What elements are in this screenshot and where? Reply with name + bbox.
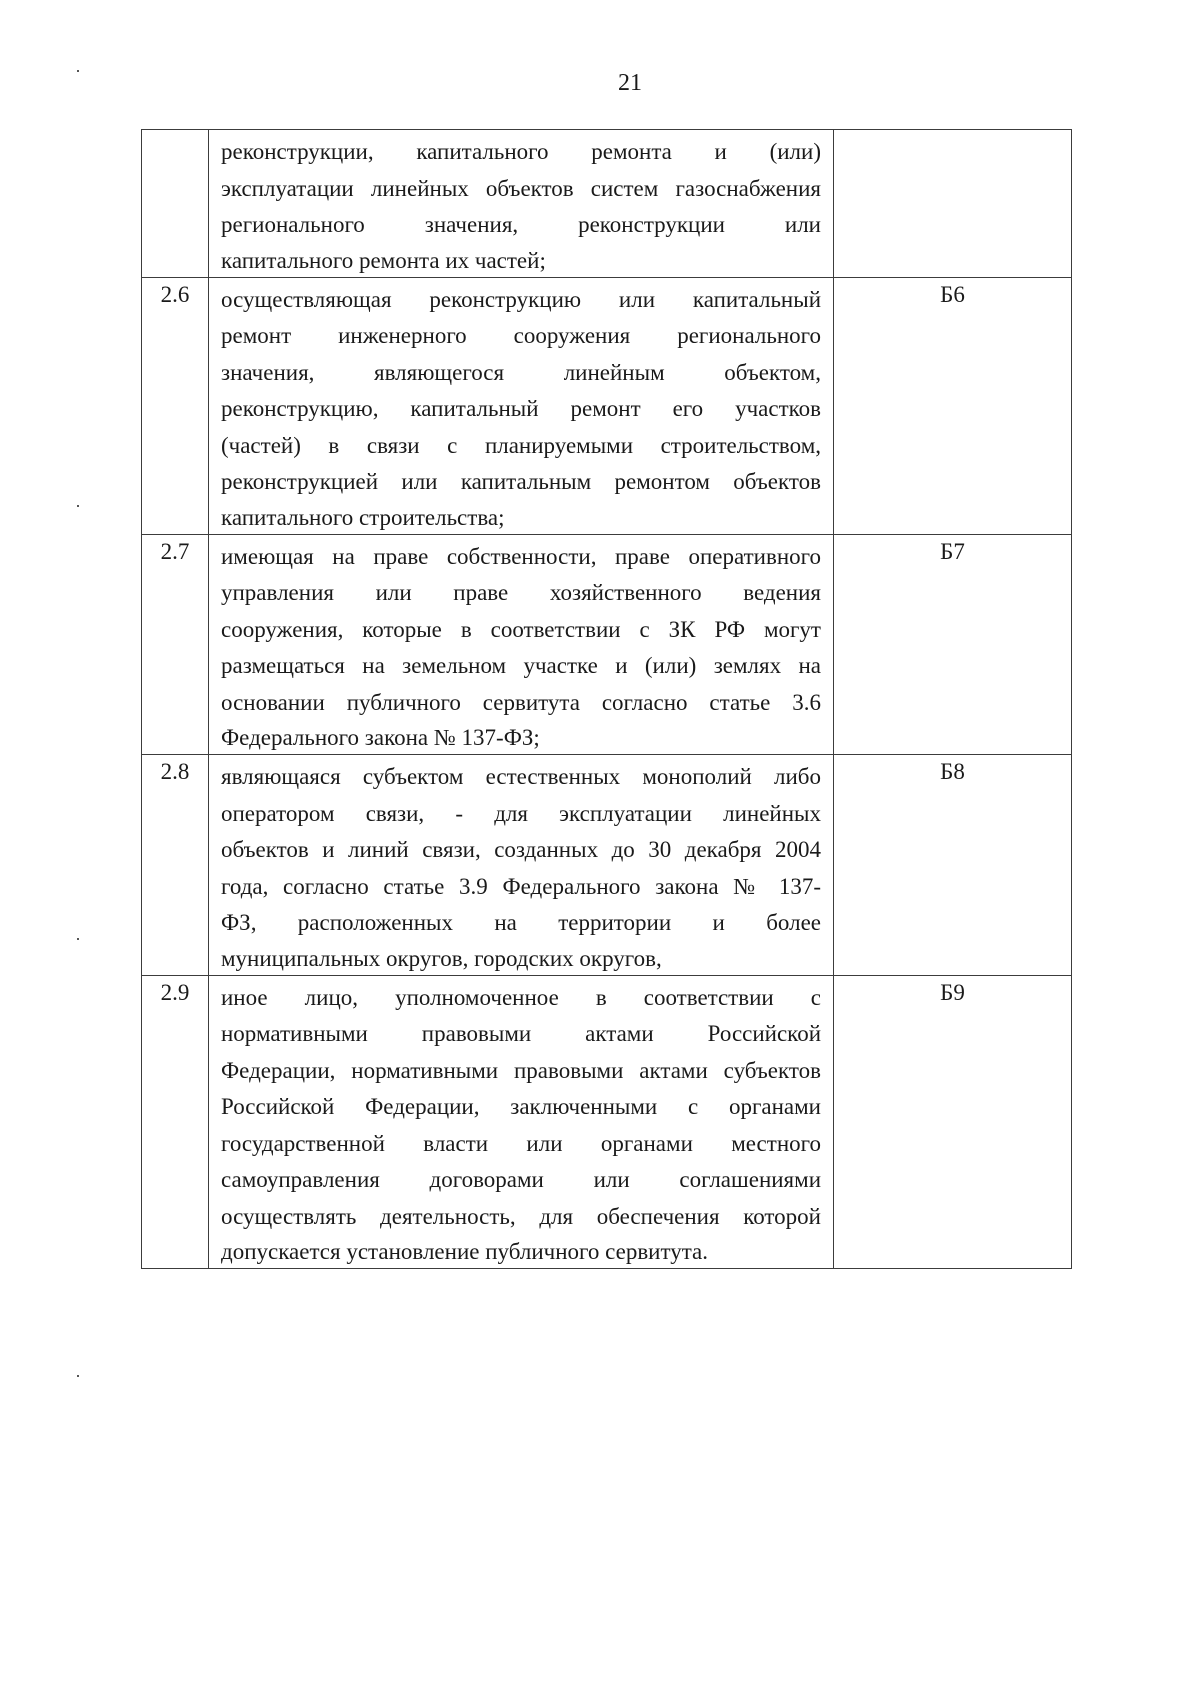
- text-line: Федерации, нормативными правовыми актами субъектов: [221, 1057, 821, 1083]
- text-line: ремонт инженерного сооружения регионального: [221, 323, 821, 348]
- text-line: объектов и линий связи, созданных до 30 декабря 2004: [221, 837, 821, 862]
- text-line: регионального значения, реконструкции или: [221, 212, 821, 237]
- scan-margin-mark: [77, 1375, 79, 1377]
- table-row: [142, 755, 1072, 976]
- document-table: [141, 129, 1072, 1269]
- text-line: реконструкцией или капитальным ремонтом объектов: [221, 469, 821, 494]
- table-body: [142, 130, 1072, 1269]
- text-line: управления или праве хозяйственного ведения: [221, 580, 821, 605]
- scan-margin-mark: [77, 505, 79, 507]
- table-row: [142, 277, 1072, 534]
- text-line: эксплуатации линейных объектов систем газоснабжения: [221, 175, 821, 201]
- scan-margin-mark: [77, 938, 79, 940]
- row-number-cell: 2.7: [142, 534, 209, 755]
- row-text-cell: [209, 975, 834, 1269]
- text-line: самоуправления договорами или соглашениями: [221, 1167, 821, 1192]
- table-row: [142, 534, 1072, 755]
- row-text-cell: [209, 534, 834, 755]
- text-line: оператором связи, - для эксплуатации линейных: [221, 800, 821, 826]
- row-code-cell: [834, 130, 1072, 278]
- page-number: 21: [618, 70, 642, 96]
- table-row: [142, 975, 1072, 1269]
- text-line: Российской Федерации, заключенными с органами: [221, 1094, 821, 1119]
- row-code-cell: Б6: [834, 277, 1072, 534]
- table-row: [142, 130, 1072, 278]
- row-text-cell: [209, 755, 834, 976]
- text-line: сооружения, которые в соответствии с ЗК РФ могут: [221, 616, 821, 642]
- row-code-cell: Б9: [834, 975, 1072, 1269]
- text-line: имеющая на праве собственности, праве оперативного: [221, 543, 821, 569]
- text-line: осуществляющая реконструкцию или капитальный: [221, 286, 821, 312]
- text-line: являющаяся субъектом естественных монополий либо: [221, 764, 821, 789]
- text-line: муниципальных округов, городских округов,: [221, 945, 662, 971]
- text-line: ФЗ, расположенных на территории и более: [221, 910, 821, 935]
- text-line: нормативными правовыми актами Российской: [221, 1021, 821, 1046]
- row-text-cell: [209, 277, 834, 534]
- text-line: реконструкции, капитального ремонта и (или): [221, 139, 821, 164]
- text-line: осуществлять деятельность, для обеспечения которой: [221, 1203, 821, 1229]
- text-line: года, согласно статье 3.9 Федерального закона № 137-: [221, 873, 821, 899]
- text-line: основании публичного сервитута согласно статье 3.6: [221, 689, 821, 715]
- text-line: государственной власти или органами местного: [221, 1130, 821, 1156]
- text-line: иное лицо, уполномоченное в соответствии с: [221, 984, 821, 1010]
- text-line: значения, являющегося линейным объектом,: [221, 359, 821, 385]
- text-line: капитального ремонта их частей;: [221, 247, 546, 273]
- row-number-cell: [142, 130, 209, 278]
- row-number-cell: 2.8: [142, 755, 209, 976]
- row-text-cell: [209, 130, 834, 278]
- text-line: (частей) в связи с планируемыми строительством,: [221, 432, 821, 458]
- text-line: размещаться на земельном участке и (или) землях на: [221, 653, 821, 678]
- text-line: допускается установление публичного сервитута.: [221, 1239, 709, 1264]
- text-line: реконструкцию, капитальный ремонт его участков: [221, 396, 821, 421]
- row-number-cell: 2.6: [142, 277, 209, 534]
- scan-margin-mark: [77, 70, 79, 72]
- text-line: Федерального закона № 137-ФЗ;: [221, 725, 540, 750]
- row-code-cell: Б7: [834, 534, 1072, 755]
- text-line: капитального строительства;: [221, 504, 505, 530]
- row-number-cell: 2.9: [142, 975, 209, 1269]
- row-code-cell: Б8: [834, 755, 1072, 976]
